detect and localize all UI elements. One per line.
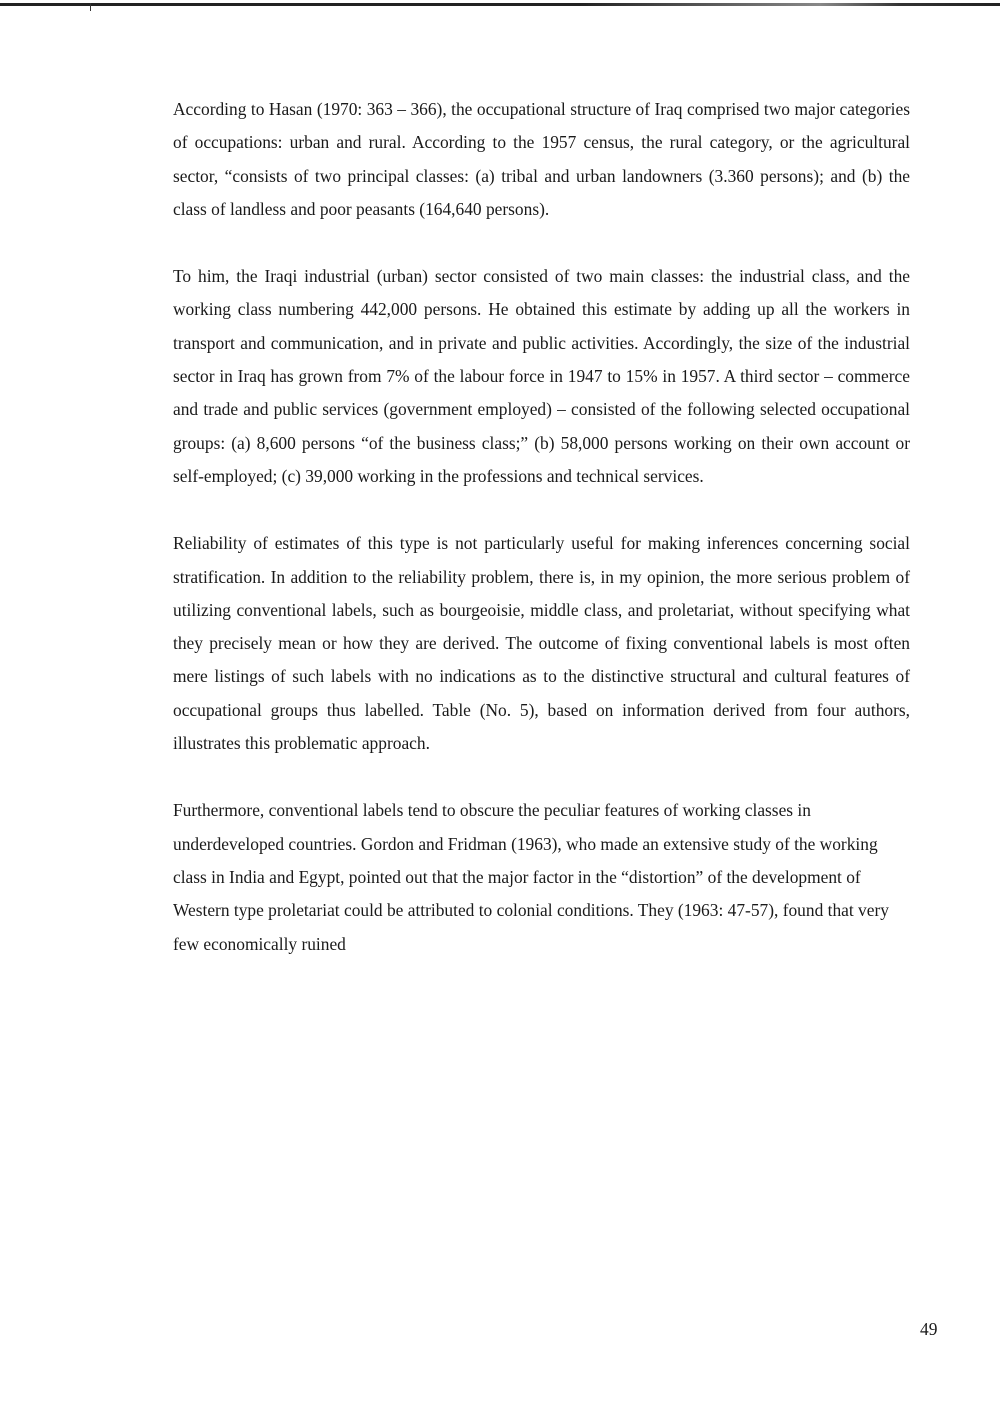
paragraph-hasan-occupational-structure: According to Hasan (1970: 363 – 366), the occupational structure of Iraq comprised two major categories of occupations: urban and rural. According to the 1957 census, the rural category, or the agricultural sector, “consists of two principal classes: (a) tribal and urban landowners (3.360 persons); and (b) the class of landless and poor peasants (164,640 persons). xyxy=(173,99,910,219)
top-border-rule xyxy=(0,3,1000,6)
paragraph-reliability-of-estimates: Reliability of estimates of this type is not particularly useful for making inferences concerning social stratification. In addition to the reliability problem, there is, in my opinion, the more serious problem of utilizing conventional labels, such as bourgeoisie, middle class, and proletariat, without specifying what they precisely mean or how they are derived. The outcome of fixing conventional labels is most often mere listings of such labels with no indications as to the distinctive structural and cultural features of occupational groups thus labelled. Table (No. 5), based on information derived from four authors, illustrates this problematic approach. xyxy=(173,533,910,754)
paragraph-conventional-labels: Furthermore, conventional labels tend to obscure the peculiar features of working classes in underdeveloped countries. Gordon and Fridman (1963), who made an extensive study of the working class in India and Egypt, pointed out that the major factor in the “distortion” of the development of Western type proletariat could be attributed to colonial conditions. They (1963: 47-57), found that very few economically ruined xyxy=(173,800,889,954)
top-border-tick xyxy=(90,3,91,11)
page-number: 49 xyxy=(920,1319,938,1339)
paragraph-industrial-sector: To him, the Iraqi industrial (urban) sector consisted of two main classes: the industrial class, and the working class numbering 442,000 persons. He obtained this estimate by adding up all the workers in transport and communication, and in private and public activities. Accordingly, the size of the industrial sector in Iraq has grown from 7% of the labour force in 1947 to 15% in 1957. A third sector – commerce and trade and public services (government employed) – consisted of the following selected occupational groups: (a) 8,600 persons “of the business class;” (b) 58,000 persons working on their own account or self-employed; (c) 39,000 working in the professions and technical services. xyxy=(173,266,910,486)
document-body xyxy=(173,93,910,995)
